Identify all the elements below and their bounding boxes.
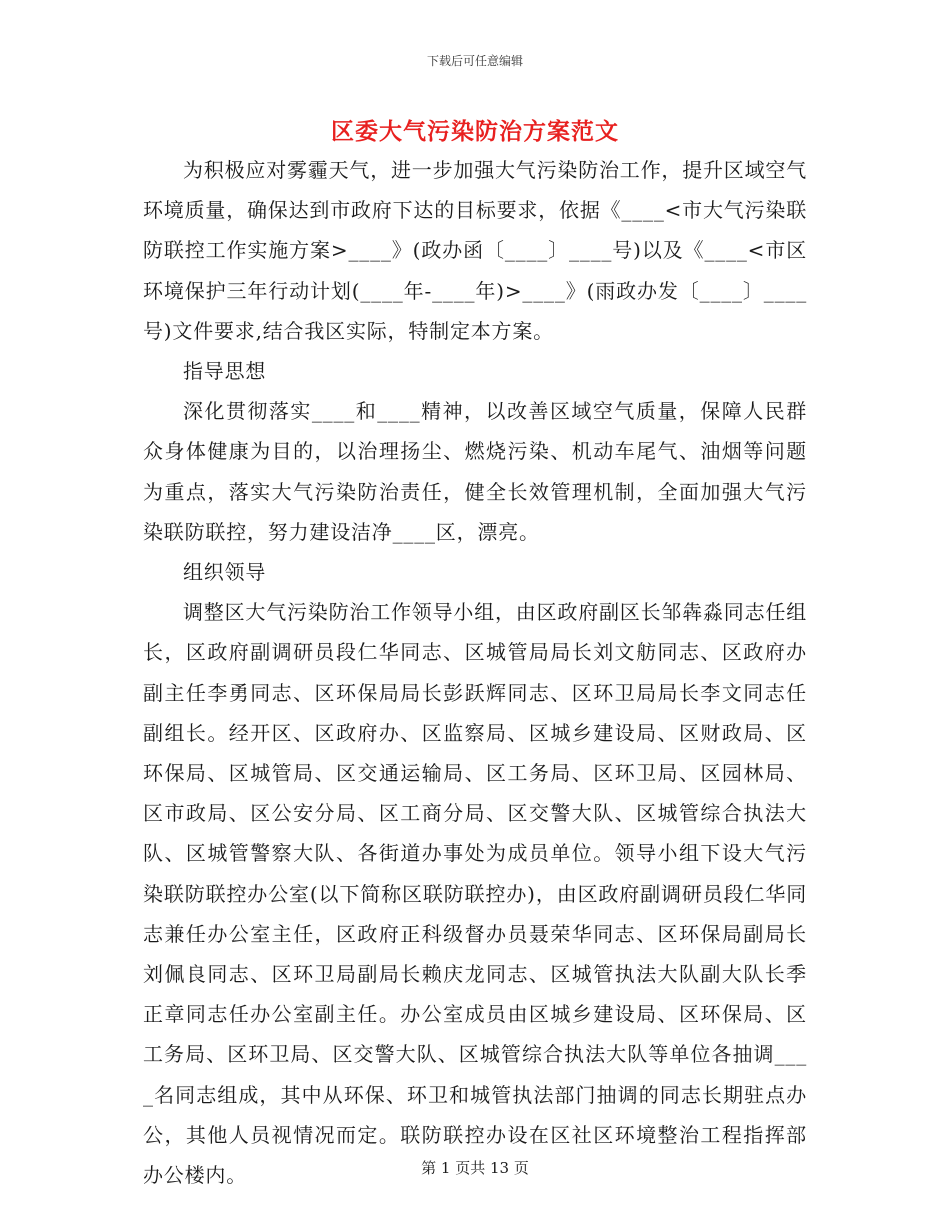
document-body bbox=[143, 150, 807, 1195]
organization-paragraph: 调整区大气污染防治工作领导小组，由区政府副区长邹犇淼同志任组长，区政府副调研员段仁华同志、区城管局局长刘文舫同志、区政府办副主任李勇同志、区环保局局长彭跃辉同志、区环卫局局长李文同志任副组长。经开区、区政府办、区监察局、区城乡建设局、区财政局、区环保局、区城管局、区交通运输局、区工务局、区环卫局、区园林局、区市政局、区公安分局、区工商分局、区交警大队、区城管综合执法大队、区城管警察大队、各街道办事处为成员单位。领导小组下设大气污染联防联控办公室(以下简称区联防联控办)，由区政府副调研员段仁华同志兼任办公室主任，区政府正科级督办员聂荣华同志、区环保局副局长刘佩良同志、区环卫局副局长赖庆龙同志、区城管执法大队副大队长季正章同志任办公室副主任。办公室成员由区城乡建设局、区环保局、区工务局、区环卫局、区交警大队、区城管综合执法大队等单位各抽调____名同志组成，其中从环保、环卫和城管执法部门抽调的同志长期驻点办公，其他人员视情况而定。联防联控办设在区社区环境整治工程指挥部办公楼内。 bbox=[143, 600, 807, 1188]
section-heading-guiding-ideology: 指导思想 bbox=[183, 359, 267, 384]
document-title: 区委大气污染防治方案范文 bbox=[331, 118, 619, 145]
intro-paragraph: 为积极应对雾霾天气，进一步加强大气污染防治工作，提升区域空气环境质量，确保达到市政府下达的目标要求，依据《____<市大气污染联防联控工作实施方案>____》(政办函〔____〕____号)以及《____<市区环境保护三年行动计划(____年-____年)>____》(雨政办发〔____〕____号)文件要求,结合我区实际，特制定本方案。 bbox=[143, 158, 807, 343]
page-number: 第 1 页共 13 页 bbox=[421, 1159, 529, 1177]
guiding-ideology-paragraph: 深化贯彻落实____和____精神，以改善区域空气质量，保障人民群众身体健康为目的，以治理扬尘、燃烧污染、机动车尾气、油烟等问题为重点，落实大气污染防治责任，健全长效管理机制，全面加强大气污染联防联控，努力建设洁净____区，漂亮。 bbox=[143, 399, 807, 544]
page-header-note: 下载后可任意编辑 bbox=[426, 54, 523, 68]
section-heading-organization: 组织领导 bbox=[183, 560, 267, 585]
